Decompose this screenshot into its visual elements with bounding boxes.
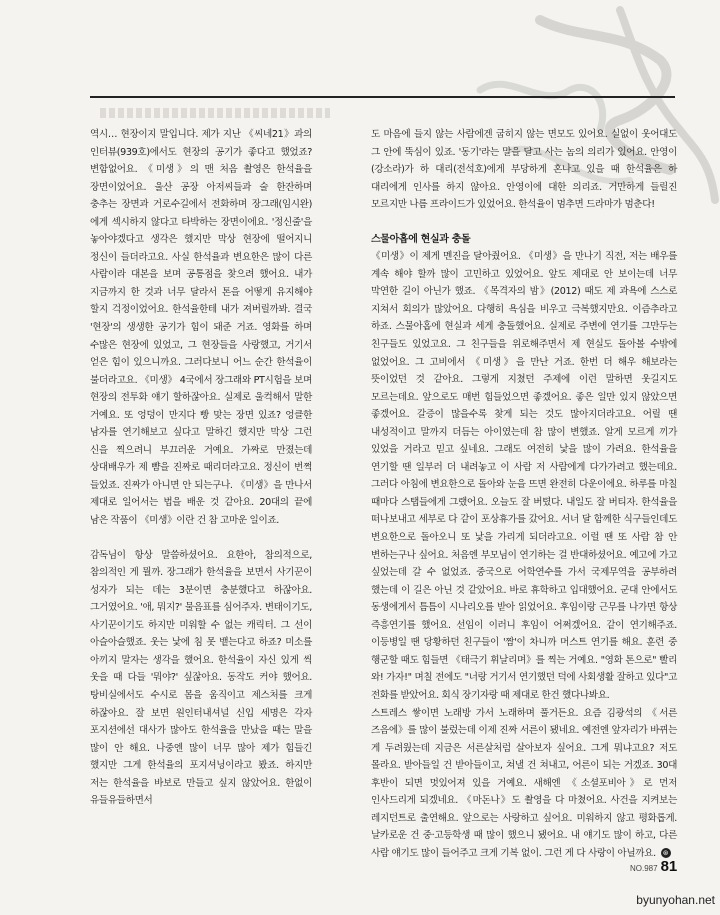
page-folio: [630, 858, 690, 875]
faded-bleed-through-text: [100, 108, 330, 118]
right-intro-paragraph: 도 마음에 들지 않는 사람에겐 굽히지 않는 면모도 있어요. 실없이 웃어대도 그 안에 뚝심이 있죠. '동기'라는 말을 달고 사는 놈의 의리가 있어요. 안영이(강소라)가 하 대리(전석호)에게 부당하게 혼나고 있을 때 한석율은 하 대리에게 인사를 하지 않아요. 안영이에 대한 의리죠. 거만하게 들릴진 모르지만 나름 프라이드가 있었어요. 한석율이 멈추면 드라마가 멈춘다!: [371, 129, 677, 211]
left-paragraph-2: 감독님이 항상 말씀하셨어요. 요한아, 참의적으로, 참의적인 게 뭘까. 장그래가 한석율을 보면서 사기꾼이 성자가 되는 데는 3분이면 충분했다고 하잖아요. 그거였어요. '애, 뭐지?' 물음표를 심어주자. 변태이기도, 사기꾼이기도 하지만 미워할 수 없는 캐릭터. 그 선이 아슬아슬했죠. 웃는 낯에 침 못 뱉는다고 하죠? 미소를 아끼지 말자는 생각을 했어요. 한석율이 자신 있게 씩 웃을 때 다들 '뭐야?' 싶잖아요. 동작도 커야 했어요. 탕비실에서도 수시로 몸을 움직이고 제스처를 크게 하잖아요. 잘 보면 원인터내셔널 신입 세명은 각자 포지션에선 대사가 많아도 한석율을 만났을 때는 말을 많이 안 해요. 나중엔 많이 너무 많아 제가 힘들긴 했지만 그게 한석율의 포지셔닝이라고 봤죠. 하지만 저는 한석율을 바보로 만들고 싶지 않았어요. 한없이 유들유들하면서: [90, 549, 312, 807]
article-right-column: [371, 126, 677, 862]
right-closing-paragraph: [371, 705, 677, 863]
closing-text: 스트레스 쌓이면 노래방 가서 노래하며 풀거든요. 요즘 김광석의 《서른 즈음에》를 많이 불렀는데 이제 진짜 서른이 됐네요. 예전엔 앞자리가 바뀌는 게 두려웠는데 지금은 서른살처럼 살아보자 싶어요. 그게 뭐냐고요? 저도 몰라요. 받아들일 건 받아들이고, 쳐낼 건 쳐내고, 어른이 되는 거겠죠. 30대 후반이 되면 멋있어져 있을 거예요. 새해엔 《소셜포비아》로 먼저 인사드리게 되겠네요. 《마돈나》도 촬영을 다 마쳤어요. 사건을 지켜보는 레지던트로 출연해요. 앞으로는 사랑하고 싶어요. 미워하지 않고 평화롭게. 날카로운 건 중·고등학생 때 많이 했으니 됐어요. 내 얘기도 많이 하고, 다른 사람 얘기도 많이 들어주고 크게 기복 없이. 그런 게 다 사랑이 아닐까요.: [371, 707, 677, 859]
article-left-column: [90, 126, 312, 810]
issue-number: NO.987: [630, 864, 658, 873]
end-mark-icon: ⊛: [661, 848, 671, 858]
page-number: 81: [660, 858, 678, 875]
header-rule: [90, 96, 675, 98]
site-watermark: byunyohan.net: [636, 893, 715, 907]
right-body-paragraph: 《미생》이 제게 멘진을 달아줬어요. 《미생》을 만나기 직전, 저는 배우를 계속 해야 할까 많이 고민하고 있었어요. 앞도 제대로 안 보이는데 너무 막연한 길이 아닌가 했죠. 《목격자의 밤》(2012) 때도 제 과욕에 스스로 지쳐서 회의가 많았어요. 다행히 욕심을 비우고 극복했지만요. 이즘추라고 하죠. 스물아홉에 현실과 세게 충돌했어요. 실제로 주변에 연기를 그만두는 친구들도 있었고요. 그 친구들을 위로해주면서 제 현실도 돌아볼 수밖에 없었어요. 그 고비에서 《미생》을 만난 거죠. 한번 더 해우 해보라는 뜻이었던 것 같아요. 그렇게 지쳤던 주제에 이런 말하면 웃길지도 모르는데요. 앞으로도 매번 힘들었으면 좋겠어요. 좋은 일만 있지 않았으면 좋겠어요. 갈증이 많을수록 찾게 되는 것도 많아지더라고요. 어릴 땐 내성적이고 말까지 더듬는 아이였는데 참 많이 변했죠. 알게 모르게 끼가 있었을 거라고 믿고 싶네요. 그래도 여전히 낯을 많이 가려요. 한석율을 연기할 땐 일부러 더 내려놓고 이 사람 저 사람에게 다가가려고 했는데요. 그러다 아침에 변요한으로 돌아와 눈을 뜨면 완전히 다운이에요. 하루를 마칠 때마다 스탭들에게 그랬어요. 오늘도 잘 버텼다. 내일도 잘 버티자. 한석율을 떠나보내고 세부로 다 같이 포상휴가를 갔어요. 서너 달 함께한 식구들인데도 변요한으로 돌아오니 또 낯을 가리게 되더라고요. 이럴 땐 또 사람 참 안 변하는구나 싶어요. 처음엔 부모님이 연기하는 걸 반대하셨어요. 예고에 가고 싶었는데 갈 수 없었죠. 중국으로 어학연수를 가서 국제무역을 공부하려 했는데 이 길은 아닌 것 같았어요. 바로 휴학하고 입대했어요. 군대 안에서도 동생에게서 틈틈이 시나리오를 받아 읽었어요. 후임이랑 근무를 나가면 항상 즉흥연기를 했어요. 선임이 이러니 후임이 어쩌겠어요. 같이 연기해주죠. 이등병일 땐 당황하던 친구들이 '짬'이 차니까 머스트 연기를 해요. 훈련 중 행군할 때도 힘들면 《태극기 휘날리며》를 찍는 거예요. "영화 톤으로" 빨리 와! 가자!" 며칠 전에도 "너랑 거기서 연기했던 덕에 사회생활 잘하고 있다"고 전화를 받았어요. 회식 장기자랑 때 제대로 한건 했다나봐요.: [371, 251, 677, 701]
left-paragraph-1: 역시… 현장이지 말입니다. 제가 지난 《씨네21》과의 인터뷰(939호)에서도 현장의 공기가 좋다고 했었죠? 변함없어요. 《미생》의 맨 처음 촬영은 한석율을 장면이었어요. 울산 공장 아저씨들과 술 한잔하며 충추는 장면과 거로수길에서 전화하며 장그래(임시완)에게 섹시하지 않다고 타박하는 장면이에요. '정신줄'을 놓아야겠다고 생각은 했지만 막상 현장에 떨어지니 정신이 들더라고요. 사실 한석율과 변요한은 많이 다른 사람이라 대본을 보며 공통점을 찾으려 했어요. 내가 지금까지 한 것과 너무 달라서 톤을 어떻게 유지해야 할지 걱정이었어요. 한석율한테 내가 져버릴까봐. 결국 '현장'의 생생한 공기가 힘이 돼준 거죠. 영화를 하며 수많은 현장에 있었고, 그 현장들을 사랑했고, 거기서 얻은 힘이 있으니까요. 그러다보니 어느 순간 한석율이 불더라고요. 《미생》 4국에서 장그래와 PT시험을 보며 현장의 전투화 얘기 할하잖아요. 실제로 울컥해서 말한 거예요. 또 엉덩이 만지다 빵 맞는 장면 있죠? 엉클한 남자를 연기해보고 싶다고 말하긴 했지만 막상 그런 신을 찍으려니 부끄러운 거예요. 가짜로 만졌는데 상대배우가 제 뺨을 진짜로 때리더라고요. 정신이 번쩍 들었죠. 진짜가 아니면 안 되는구나. 《미생》을 만나서 제대로 일어서는 법을 배운 것 같아요. 20대의 끝에 남은 작품이 《미생》이란 건 참 고마운 일이죠.: [90, 129, 312, 527]
paragraph-gap: [90, 530, 312, 547]
section-subheading: 스물아홉에 현실과 충돌: [371, 233, 471, 245]
